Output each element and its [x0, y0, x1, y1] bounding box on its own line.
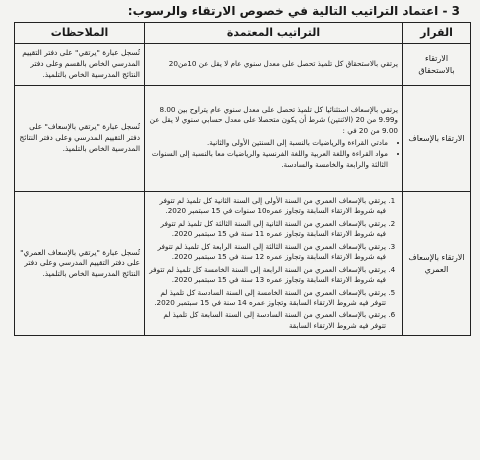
- table-row: [15, 44, 471, 86]
- list-item: 4. يرتقي بالإسعاف العمري من السنة الرابعة إلى السنة الخامسة كل تلميذ لم تتوفر فيه شروط الارتقاء السابقة وتجاوز عمره 13 سنة في 15 سبتمبر 2020.: [149, 265, 386, 286]
- decision-cell: الارتقاء بالإسعاف العمري: [403, 192, 471, 336]
- decision-cell: الارتقاء بالاستحقاق: [403, 44, 471, 86]
- list-item: 2. يرتقي بالإسعاف العمري من السنة الثانية إلى السنة الثالثة كل تلميذ لم تتوفر فيه شروط الارتقاء السابقة وتجاوز عمره 11 سنة في 15 سبتمبر 2020.: [149, 219, 386, 240]
- decision-cell: الارتقاء بالإسعاف: [403, 86, 471, 192]
- list-item: 6. يرتقي بالإسعاف العمري من السنة السادسة إلى السنة السابعة كل تلميذ لم تتوفر فيه شروط الارتقاء السابقة: [149, 310, 386, 331]
- rules-cell: [145, 192, 403, 336]
- notes-cell: تُسجل عبارة "يرتقي" على دفتر التقييم المدرسي الخاص بالقسم وعلى دفتر النتائج المدرسية الخاص بالتلميذ.: [15, 44, 145, 86]
- rules-intro: يرتقي بالإسعاف استثنائيا كل تلميذ تحصل على معدل سنوي عام يتراوح بين 8.00 و9.99 من 20 (الاثنتين) شرط أن يكون متحصلا على معدل حسابي سنوي لا يقل عن 9.00 من 20 في :: [149, 104, 398, 135]
- table-row: [15, 86, 471, 192]
- list-item: 5. يرتقي بالإسعاف العمري من السنة الخامسة إلى السنة السادسة كل تلميذ لم تتوفر فيه شروط الارتقاء السابقة وتجاوز عمره 14 سنة في 15 سبتمبر 2020.: [149, 288, 386, 309]
- rules-cell: يرتقي بالاستحقاق كل تلميذ تحصل على معدل سنوي عام لا يقل عن 10من20: [145, 44, 403, 86]
- list-item: 3. يرتقي بالإسعاف العمري من السنة الثالثة إلى السنة الرابعة كل تلميذ لم تتوفر فيه شروط الارتقاء السابقة وتجاوز عمره 12 سنة في 15 سبتمبر 2020.: [149, 242, 386, 263]
- promotion-rules-table: [14, 22, 471, 336]
- notes-cell: تُسجل عبارة "يرتقي بالإسعاف العمري" على دفتر التقييم المدرسي وعلى دفتر النتائج المدرسية الخاص بالتلميذ.: [15, 192, 145, 336]
- list-item: • مادتي القراءة والرياضيات بالنسبة إلى السنتين الأولى والثانية.: [149, 138, 388, 148]
- header-rules: التراتيب المعتمدة: [145, 23, 403, 44]
- header-decision: القرار: [403, 23, 471, 44]
- section-heading: 3 - اعتماد التراتيب التالية في خصوص الارتقاء والرسوب:: [127, 4, 460, 18]
- list-item: 1. يرتقي بالإسعاف العمري من السنة الأولى إلى السنة الثانية كل تلميذ لم تتوفر فيه شروط الارتقاء السابقة وتجاوز عمره10 سنوات في 15 سبتمبر 2020.: [149, 196, 386, 217]
- table-row: [15, 192, 471, 336]
- header-notes: الملاحظات: [15, 23, 145, 44]
- table-header-row: [15, 23, 471, 44]
- notes-cell: تُسجل عبارة "يرتقي بالإسعاف" على دفتر التقييم المدرسي وعلى دفتر النتائج المدرسية الخاص بالتلميذ.: [15, 86, 145, 192]
- rules-bullet-list: [149, 138, 398, 170]
- rules-cell: [145, 86, 403, 192]
- list-item: • مواد القراءة واللغة العربية واللغة الفرنسية والرياضيات معا بالنسبة إلى السنوات الثالثة والرابعة والخامسة والسادسة.: [149, 149, 388, 170]
- rules-numbered-list: [149, 196, 398, 331]
